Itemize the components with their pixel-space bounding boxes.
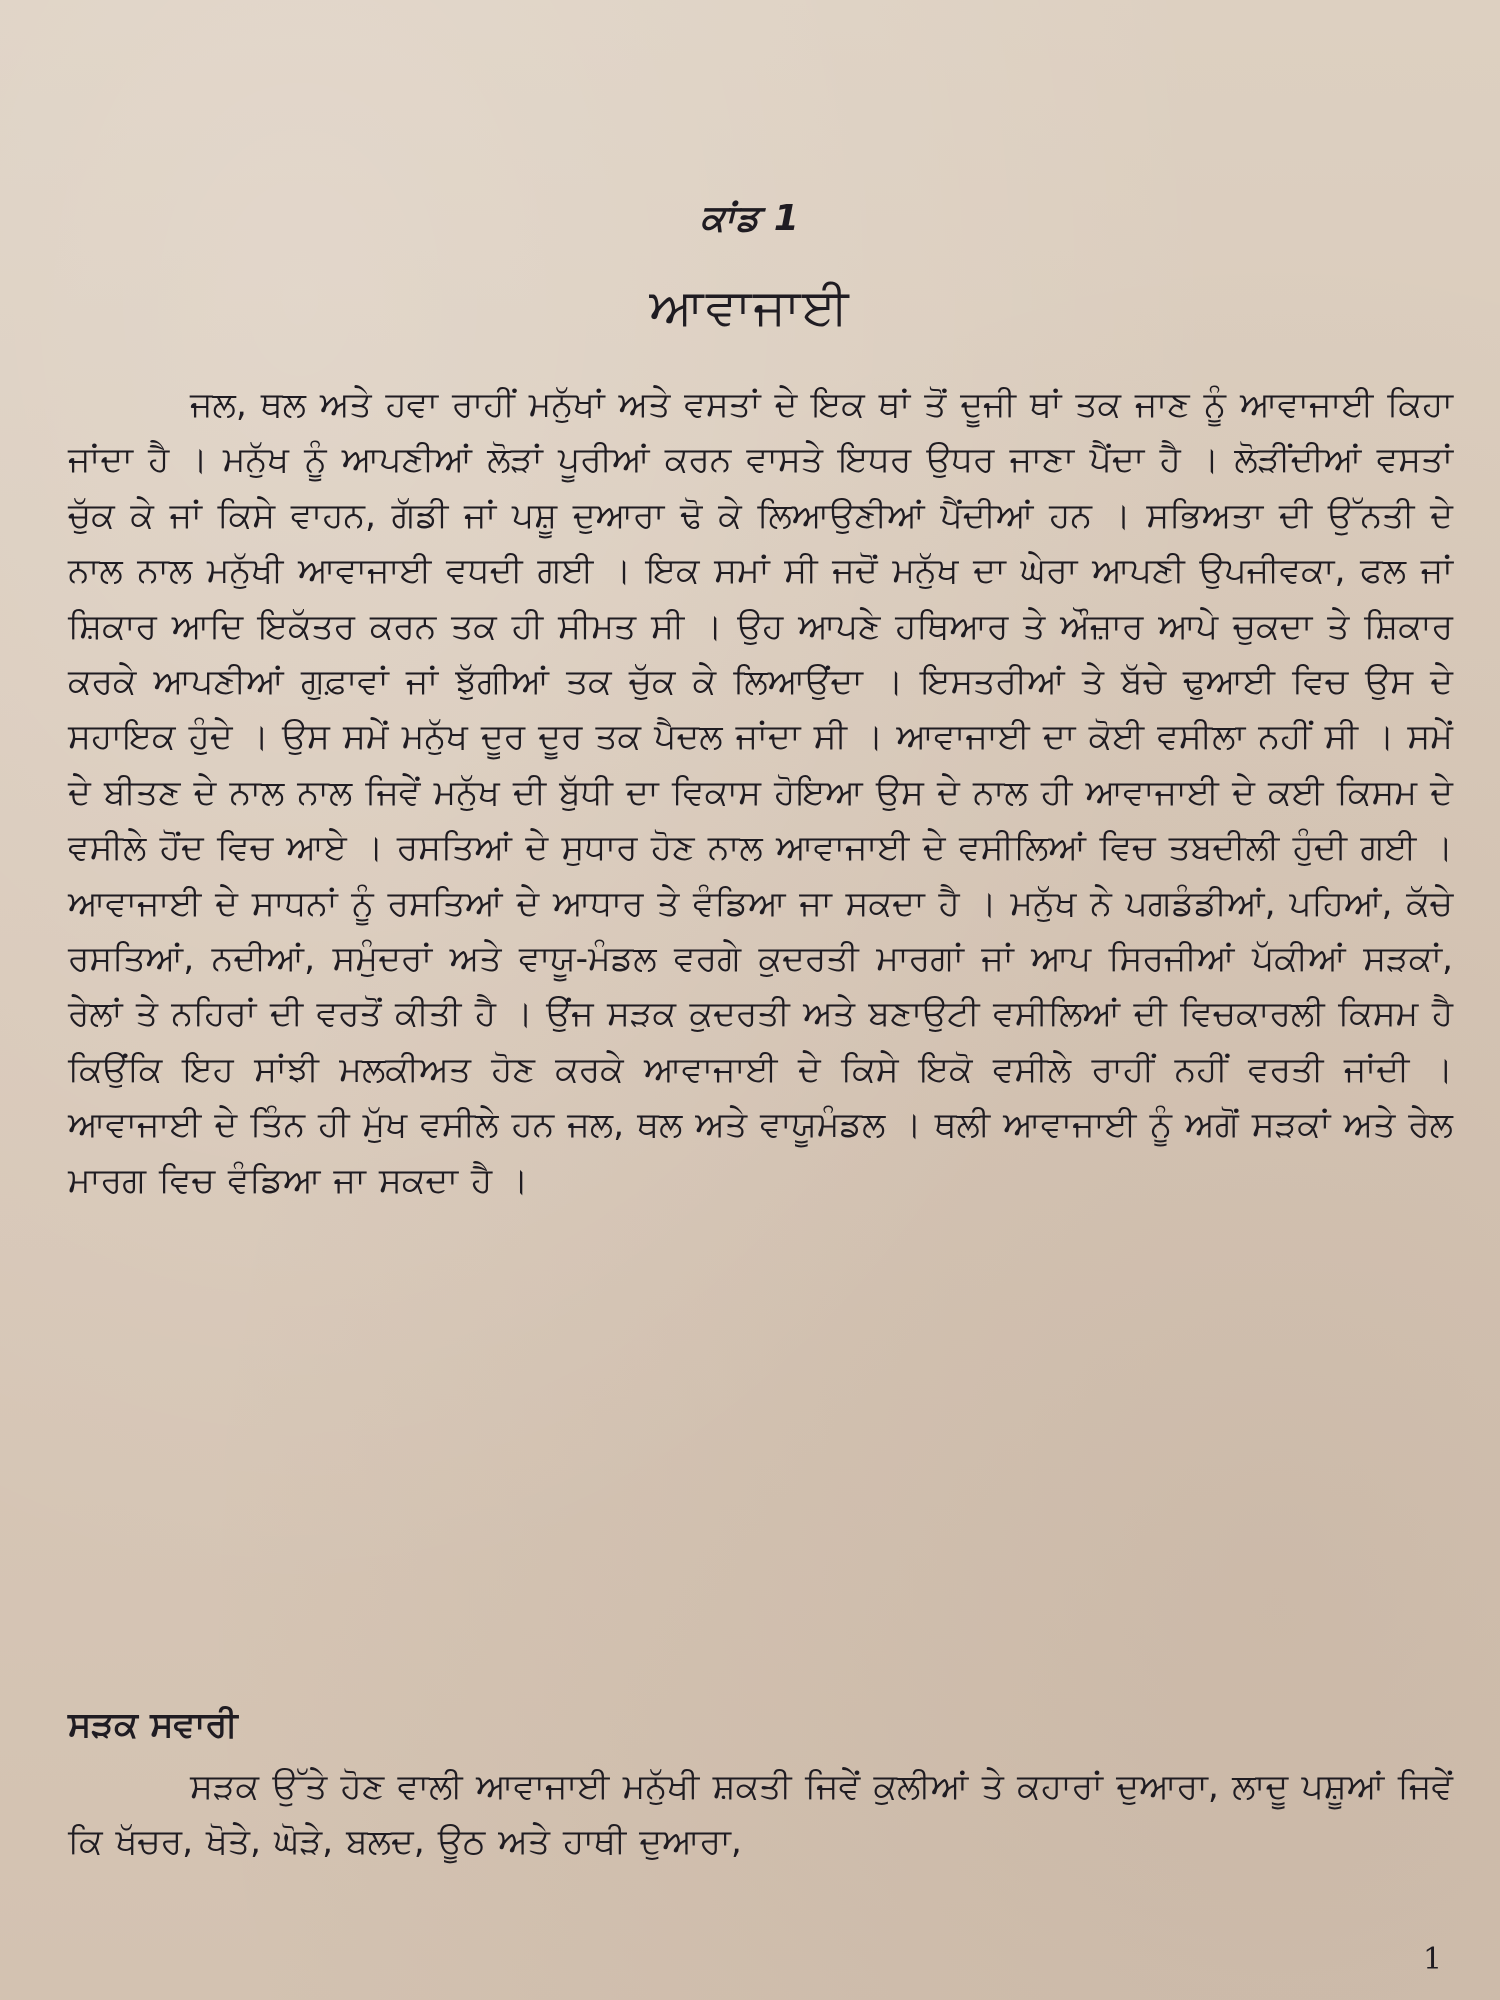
chapter-title: ਆਵਾਜਾਈ <box>649 278 851 336</box>
section-paragraph: ਸੜਕ ਉੱਤੇ ਹੋਣ ਵਾਲੀ ਆਵਾਜਾਈ ਮਨੁੱਖੀ ਸ਼ਕਤੀ ਜਿਵੇਂ ਕੁਲੀਆਂ ਤੇ ਕਹਾਰਾਂ ਦੁਆਰਾ, ਲਾਦੂ ਪਸ਼ੂਆਂ ਜਿਵੇਂ ਕਿ ਖੱਚਰ, ਖੋਤੇ, ਘੋੜੇ, ਬਲਦ, ਊਠ ਅਤੇ ਹਾਥੀ ਦੁਆਰਾ, <box>68 1767 1453 1863</box>
body-paragraph: ਜਲ, ਥਲ ਅਤੇ ਹਵਾ ਰਾਹੀਂ ਮਨੁੱਖਾਂ ਅਤੇ ਵਸਤਾਂ ਦੇ ਇਕ ਥਾਂ ਤੋਂ ਦੂਜੀ ਥਾਂ ਤਕ ਜਾਣ ਨੂੰ ਆਵਾਜਾਈ ਕਿਹਾ ਜਾਂਦਾ ਹੈ । ਮਨੁੱਖ ਨੂੰ ਆਪਣੀਆਂ ਲੋੜਾਂ ਪੂਰੀਆਂ ਕਰਨ ਵਾਸਤੇ ਇਧਰ ਉਧਰ ਜਾਣਾ ਪੈਂਦਾ ਹੈ । ਲੋੜੀਂਦੀਆਂ ਵਸਤਾਂ ਚੁੱਕ ਕੇ ਜਾਂ ਕਿਸੇ ਵਾਹਨ, ਗੱਡੀ ਜਾਂ ਪਸ਼ੂ ਦੁਆਰਾ ਢੋ ਕੇ ਲਿਆਉਣੀਆਂ ਪੈਂਦੀਆਂ ਹਨ । ਸਭਿਅਤਾ ਦੀ ਉੱਨਤੀ ਦੇ ਨਾਲ ਨਾਲ ਮਨੁੱਖੀ ਆਵਾਜਾਈ ਵਧਦੀ ਗਈ । ਇਕ ਸਮਾਂ ਸੀ ਜਦੋਂ ਮਨੁੱਖ ਦਾ ਘੇਰਾ ਆਪਣੀ ਉਪਜੀਵਕਾ, ਫਲ ਜਾਂ ਸ਼ਿਕਾਰ ਆਦਿ ਇਕੱਤਰ ਕਰਨ ਤਕ ਹੀ ਸੀਮਤ ਸੀ । ਉਹ ਆਪਣੇ ਹਥਿਆਰ ਤੇ ਔਜ਼ਾਰ ਆਪੇ ਚੁਕਦਾ ਤੇ ਸ਼ਿਕਾਰ ਕਰਕੇ ਆਪਣੀਆਂ ਗੁਫ਼ਾਵਾਂ ਜਾਂ ਝੁੱਗੀਆਂ ਤਕ ਚੁੱਕ ਕੇ ਲਿਆਉਂਦਾ । ਇਸਤਰੀਆਂ ਤੇ ਬੱਚੇ ਢੁਆਈ ਵਿਚ ਉਸ ਦੇ ਸਹਾਇਕ ਹੁੰਦੇ । ਉਸ ਸਮੇਂ ਮਨੁੱਖ ਦੂਰ ਦੂਰ ਤਕ ਪੈਦਲ ਜਾਂਦਾ ਸੀ । ਆਵਾਜਾਈ ਦਾ ਕੋਈ ਵਸੀਲਾ ਨਹੀਂ ਸੀ । ਸਮੇਂ ਦੇ ਬੀਤਣ ਦੇ ਨਾਲ ਨਾਲ ਜਿਵੇਂ ਮਨੁੱਖ ਦੀ ਬੁੱਧੀ ਦਾ ਵਿਕਾਸ ਹੋਇਆ ਉਸ ਦੇ ਨਾਲ ਹੀ ਆਵਾਜਾਈ ਦੇ ਕਈ ਕਿਸਮ ਦੇ ਵਸੀਲੇ ਹੋਂਦ ਵਿਚ ਆਏ । ਰਸਤਿਆਂ ਦੇ ਸੁਧਾਰ ਹੋਣ ਨਾਲ ਆਵਾਜਾਈ ਦੇ ਵਸੀਲਿਆਂ ਵਿਚ ਤਬਦੀਲੀ ਹੁੰਦੀ ਗਈ । ਆਵਾਜਾਈ ਦੇ ਸਾਧਨਾਂ ਨੂੰ ਰਸਤਿਆਂ ਦੇ ਆਧਾਰ ਤੇ ਵੰਡਿਆ ਜਾ ਸਕਦਾ ਹੈ । ਮਨੁੱਖ ਨੇ ਪਗਡੰਡੀਆਂ, ਪਹਿਆਂ, ਕੱਚੇ ਰਸਤਿਆਂ, ਨਦੀਆਂ, ਸਮੁੰਦਰਾਂ ਅਤੇ ਵਾਯੂ-ਮੰਡਲ ਵਰਗੇ ਕੁਦਰਤੀ ਮਾਰਗਾਂ ਜਾਂ ਆਪ ਸਿਰਜੀਆਂ ਪੱਕੀਆਂ ਸੜਕਾਂ, ਰੇਲਾਂ ਤੇ ਨਹਿਰਾਂ ਦੀ ਵਰਤੋਂ ਕੀਤੀ ਹੈ । ਉਂਜ ਸੜਕ ਕੁਦਰਤੀ ਅਤੇ ਬਣਾਉਟੀ ਵਸੀਲਿਆਂ ਦੀ ਵਿਚਕਾਰਲੀ ਕਿਸਮ ਹੈ ਕਿਉਂਕਿ ਇਹ ਸਾਂਝੀ ਮਲਕੀਅਤ ਹੋਣ ਕਰਕੇ ਆਵਾਜਾਈ ਦੇ ਕਿਸੇ ਇਕੋ ਵਸੀਲੇ ਰਾਹੀਂ ਨਹੀਂ ਵਰਤੀ ਜਾਂਦੀ । ਆਵਾਜਾਈ ਦੇ ਤਿੰਨ ਹੀ ਮੁੱਖ ਵਸੀਲੇ ਹਨ ਜਲ, ਥਲ ਅਤੇ ਵਾਯੂਮੰਡਲ । ਥਲੀ ਆਵਾਜਾਈ ਨੂੰ ਅਗੋਂ ਸੜਕਾਂ ਅਤੇ ਰੇਲ ਮਾਰਗ ਵਿਚ ਵੰਡਿਆ ਜਾ ਸਕਦਾ ਹੈ । <box>68 385 1453 1201</box>
section-heading: ਸੜਕ ਸਵਾਰੀ <box>68 1705 238 1745</box>
chapter-label: ਕਾਂਡ 1 <box>700 198 800 239</box>
page-number: 1 <box>1423 1942 1443 1977</box>
